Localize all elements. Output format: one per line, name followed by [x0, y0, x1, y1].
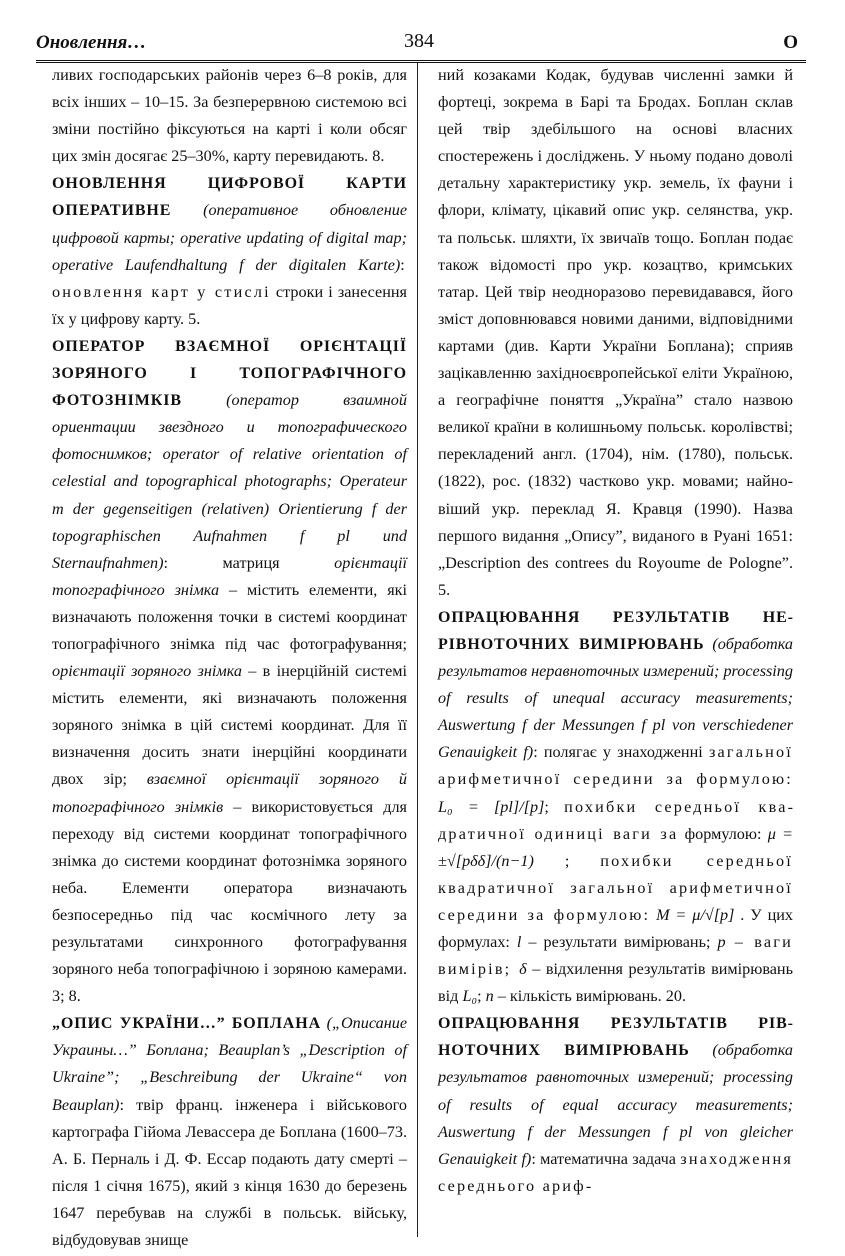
formula: M = μ/√[p] [650, 905, 735, 924]
entry-text: – відхилення результатів вимірювань від [438, 960, 793, 1006]
page-number: 384 [404, 30, 434, 52]
entry-orientation-operator [52, 333, 407, 1010]
entry-headword: ОНОВЛЕННЯ ЦИФРОВОЇ КАРТИ ОПЕРАТИВНЕ [52, 175, 407, 220]
formula-symbol: L₀ [462, 987, 478, 1006]
entry-text-spaced: знаходження середнього ариф- [438, 1149, 793, 1195]
entry-text: – результати вимірювань; [521, 933, 718, 951]
entry-text: ; [533, 851, 601, 870]
formula: μ = ±√[pδδ]/(n−1) [438, 824, 793, 870]
entry-text: ; [544, 797, 565, 816]
entry-body: строки і занесення їх у цифрову карту. 5. [52, 282, 408, 328]
entry-text-spaced: – ваги вимірів; [438, 933, 793, 979]
continued-paragraph: ний козаками Кодак, будував численні замки й фортеці, зокрема в Барі та Бродах. Боплан склав цей твір здебільшого на основі власних спостережень і досліджень. У ньому подано доволі детальну характеристику укр. земель, їх фауни і флори, клімату, цікавий опис укр. селянства, укр. та польськ. шляхти, їх звичаїв тощо. Боплан подає також відомості про укр. козацтво, кримських татар. Цей твір неодноразово перевидавався, його зміст доповнювався новими даними, відповідними картами (див. Карти України Боплана); сприяв зацікавленню західноєвропейської еліти Україною, а географічне поняття „Україна” стало назвою великої країни в колишньому польськ. королівстві; перекладений англ. (1704), нім. (1780), польськ. (1822), рос. (1832) частково укр. мовами; найновіший укр. переклад Я. Кравця (1990). Назва першого видання „Опису”, виданого в Руані 1651: „Description des contrees du Royoume de Pologne”. 5. [438, 66, 793, 599]
entry-synonyms: („Описание Украины…” Боплана; Beauplan’s „Description of Ukraine”; „Beschreibung der Ukraine“ von Beauplan) [52, 1014, 408, 1114]
entry-operative-update [52, 170, 407, 333]
formula-symbol: p [717, 933, 726, 951]
entry-text: формулою: [678, 824, 768, 843]
entry-text: ; [477, 987, 486, 1006]
continued-paragraph: ливих господарських районів через 6–8 років, для всіх інших – 10–15. За безперервною системою всі зміни постійно фіксуються на карті і коли обсяг цих змін досягає 25–30%, карту перевидають. 8. [52, 66, 407, 166]
entry-body-spaced: : оновлення карт у стислі [52, 255, 407, 301]
entry-text: – в інерційній системі містить елементи, які визначають положення зоряного знімка в цій системі координат. Для її визначення досить знати інерційні координати двох зір; [52, 662, 408, 789]
entry-headword: „ОПИС УКРАЇНИ…” БОПЛАНА [52, 1015, 322, 1033]
page-header [36, 30, 802, 56]
entry-text-spaced: похибки середньої квадратичної одиниці ваги за [438, 797, 794, 843]
entry-unequal-processing [438, 604, 793, 1010]
entry-synonyms: (оперативное обновление цифровой карты; operative updating of digital map; operative Laufendhaltung f der digitalen Karte) [52, 201, 408, 274]
entry-text: . У цих формулах: [438, 905, 793, 951]
formula-symbol: l [516, 933, 522, 951]
entry-text: : полягає у знаходженні [533, 743, 709, 762]
entry-term: орієнтації зоряного знімка [52, 662, 242, 681]
running-head: Оновлення… [36, 32, 147, 53]
entry-text: : матриця [163, 553, 335, 572]
entry-text-spaced: похибки середньої квадратичної загальної арифметичної середини за формулою: [438, 851, 793, 924]
formula-symbol: n [485, 987, 494, 1006]
entry-body: : твір франц. інженера і військового картографа Гійома Левассера де Боплана (1600–73. А. Б. Перналь і Д. Ф. Ессар подають дату смерті – після 1 січня 1675), який з кінця 1630 до березень 1647 перебував на службі в польськ. війську, відбудовував знище [52, 1095, 407, 1250]
entry-text: : математична задача [531, 1149, 681, 1168]
entry-synonyms: (оператор взаимной ориентации звездного и топографического фотоснимков; operator of relative orientation of celestial and topographical photographs; Operateur m der gegenseitigen (relativen) Orientierung f der topographischen Aufnahmen f pl und Sternaufnahmen) [52, 391, 407, 572]
entry-term: орієнтації топографічного знімка [52, 553, 407, 599]
entry-synonyms: (обработка результатов неравноточных измерений; processing of results of unequal accuracy measurements; Auswertung f der Messungen f pl von verschiedener Genauigkeit f) [438, 634, 793, 762]
section-letter: О [783, 32, 798, 53]
entry-text: – кількість вимірювань. 20. [493, 987, 687, 1006]
formula-symbol: δ [519, 960, 527, 979]
entry-headword: ОПЕРАТОР ВЗАЄМНОЇ ОРІЄНТАЦІЇ ЗОРЯНОГО І ТОПОГРАФІЧНОГО ФОТОЗНІМКІВ [52, 337, 407, 410]
entry-text-spaced: загальної арифметичної середини за формулою: [438, 743, 793, 789]
entry-text: – містить елементи, які визначають положення точки в системі координат топографічного знімка під час фотографування; [52, 580, 408, 653]
formula: L₀ = [pl]/[p] [438, 797, 545, 816]
entry-synonyms: (обработка результатов равноточных измерений; processing of results of equal accuracy measurements; Auswertung f der Messungen f pl von gleicher Genauigkeit f) [438, 1041, 793, 1168]
entry-term: взаємної орієнтації зоряного й топографічного знімків [52, 770, 407, 816]
entry-headword: ОПРАЦЮВАННЯ РЕЗУЛЬТАТІВ НЕРІВНОТОЧНИХ ВИМІРЮВАНЬ [438, 608, 793, 653]
left-column [52, 62, 407, 1254]
entry-beauplan [52, 1010, 407, 1254]
right-column [438, 62, 793, 1200]
entry-headword: ОПРАЦЮВАННЯ РЕЗУЛЬТАТІВ РІВНОТОЧНИХ ВИМІРЮВАНЬ [438, 1015, 793, 1060]
entry-equal-processing [438, 1010, 793, 1200]
entry-text: – використовується для переходу від системи координат топографічного знімка до системи координат фотознімка зоряного неба. Елементи оператора визначають безпосередньо під час космічного лету за результатами синхронного фотографування зоряного неба топографічною і зоряною камерами. 3; 8. [52, 797, 407, 1006]
column-divider [417, 62, 418, 1237]
